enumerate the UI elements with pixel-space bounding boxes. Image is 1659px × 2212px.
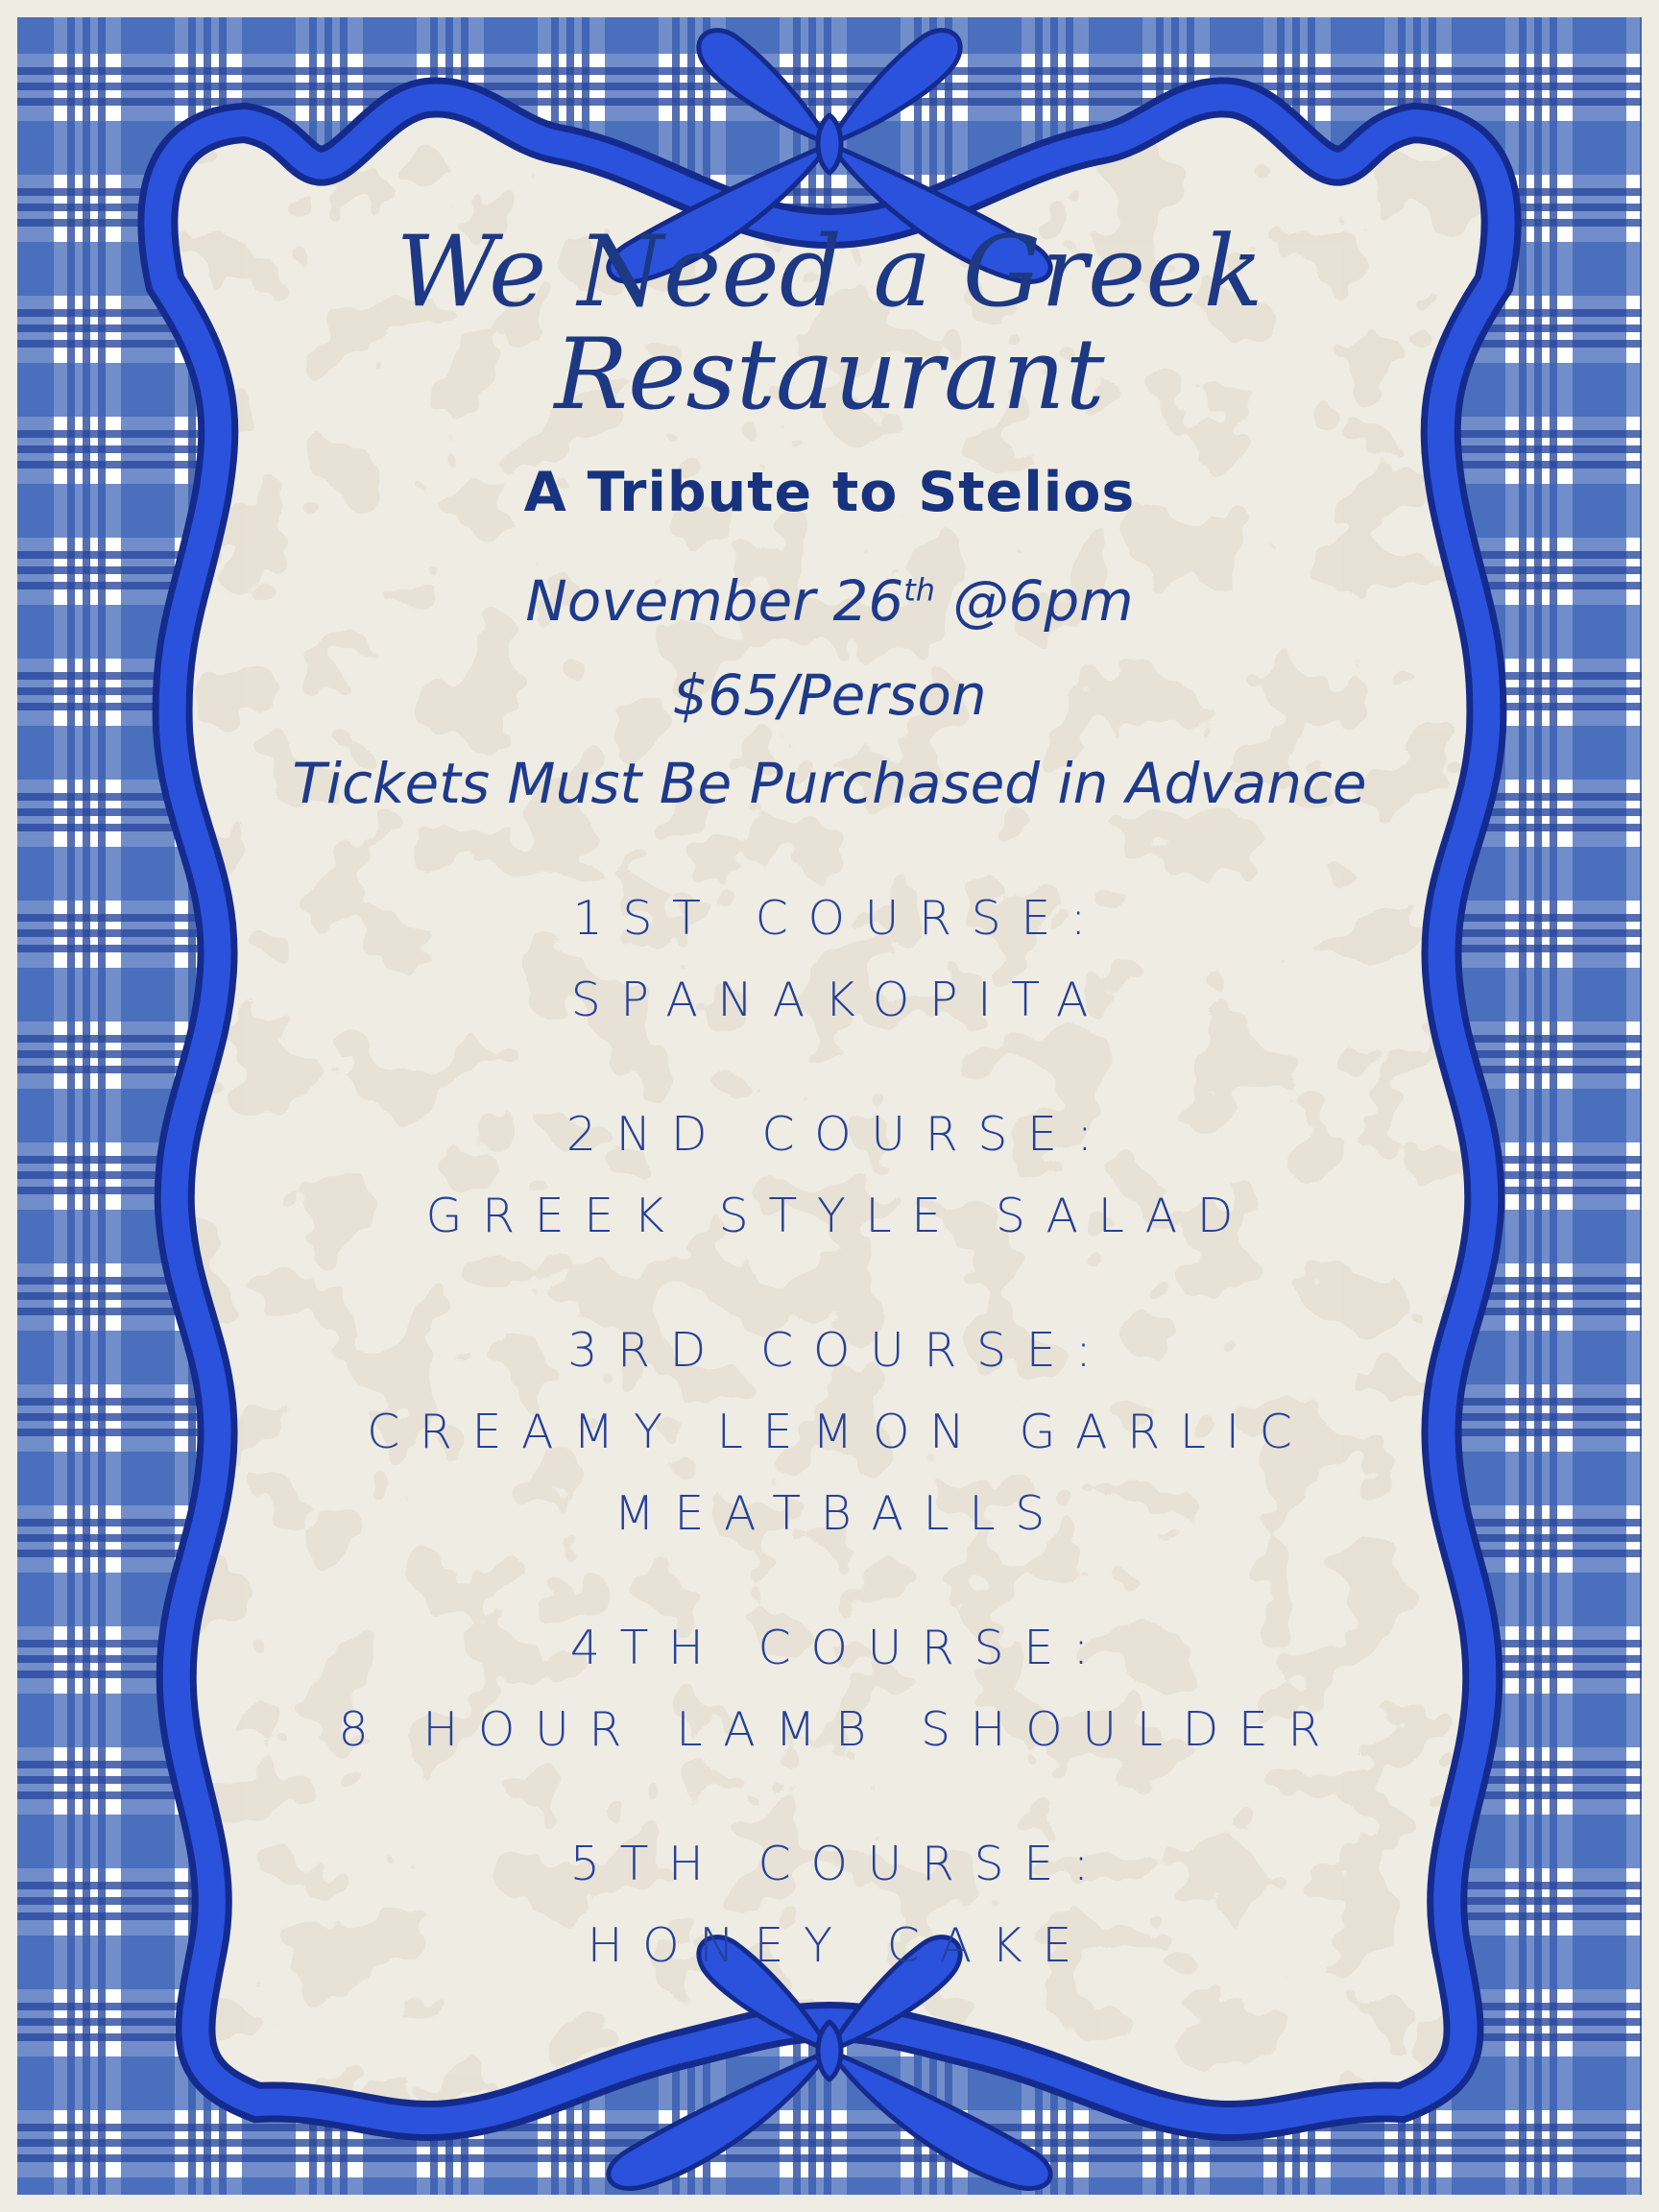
course-group (125, 1607, 1534, 1770)
title-line-2: Restaurant (554, 318, 1105, 433)
course-item: CREAMY LEMON GARLIC (367, 1405, 1312, 1460)
course-heading: 1ST COURSE: (572, 891, 1106, 947)
poster-title (125, 215, 1534, 433)
course-heading: 3RD COURSE: (567, 1323, 1112, 1379)
course-heading: 2ND COURSE: (565, 1107, 1113, 1163)
course-item: SPANAKOPITA (570, 973, 1108, 1028)
course-heading: 5TH COURSE: (569, 1837, 1109, 1892)
course-item: MEATBALLS (613, 1486, 1065, 1542)
course-item: 8 HOUR LAMB SHOULDER (338, 1702, 1341, 1758)
event-date (125, 568, 1534, 634)
ticket-notice: Tickets Must Be Purchased in Advance (292, 751, 1367, 817)
course-heading: 4TH COURSE: (569, 1621, 1109, 1676)
course-group (125, 878, 1534, 1041)
title-line-1: We Need a Greek (396, 215, 1263, 329)
date-ordinal: th (903, 571, 936, 609)
date-time: @6pm (935, 568, 1134, 635)
course-item: HONEY CAKE (587, 1918, 1092, 1974)
course-group (125, 1094, 1534, 1257)
course-group (125, 1310, 1534, 1554)
price-per-person: $65/Person (672, 662, 987, 729)
course-list (125, 878, 1534, 1986)
course-group (125, 1823, 1534, 1986)
date-text: November 26 (525, 568, 904, 635)
poster-subtitle: A Tribute to Stelios (523, 461, 1136, 525)
menu-content (125, 215, 1534, 2039)
course-item: GREEK STYLE SALAD (425, 1189, 1254, 1244)
